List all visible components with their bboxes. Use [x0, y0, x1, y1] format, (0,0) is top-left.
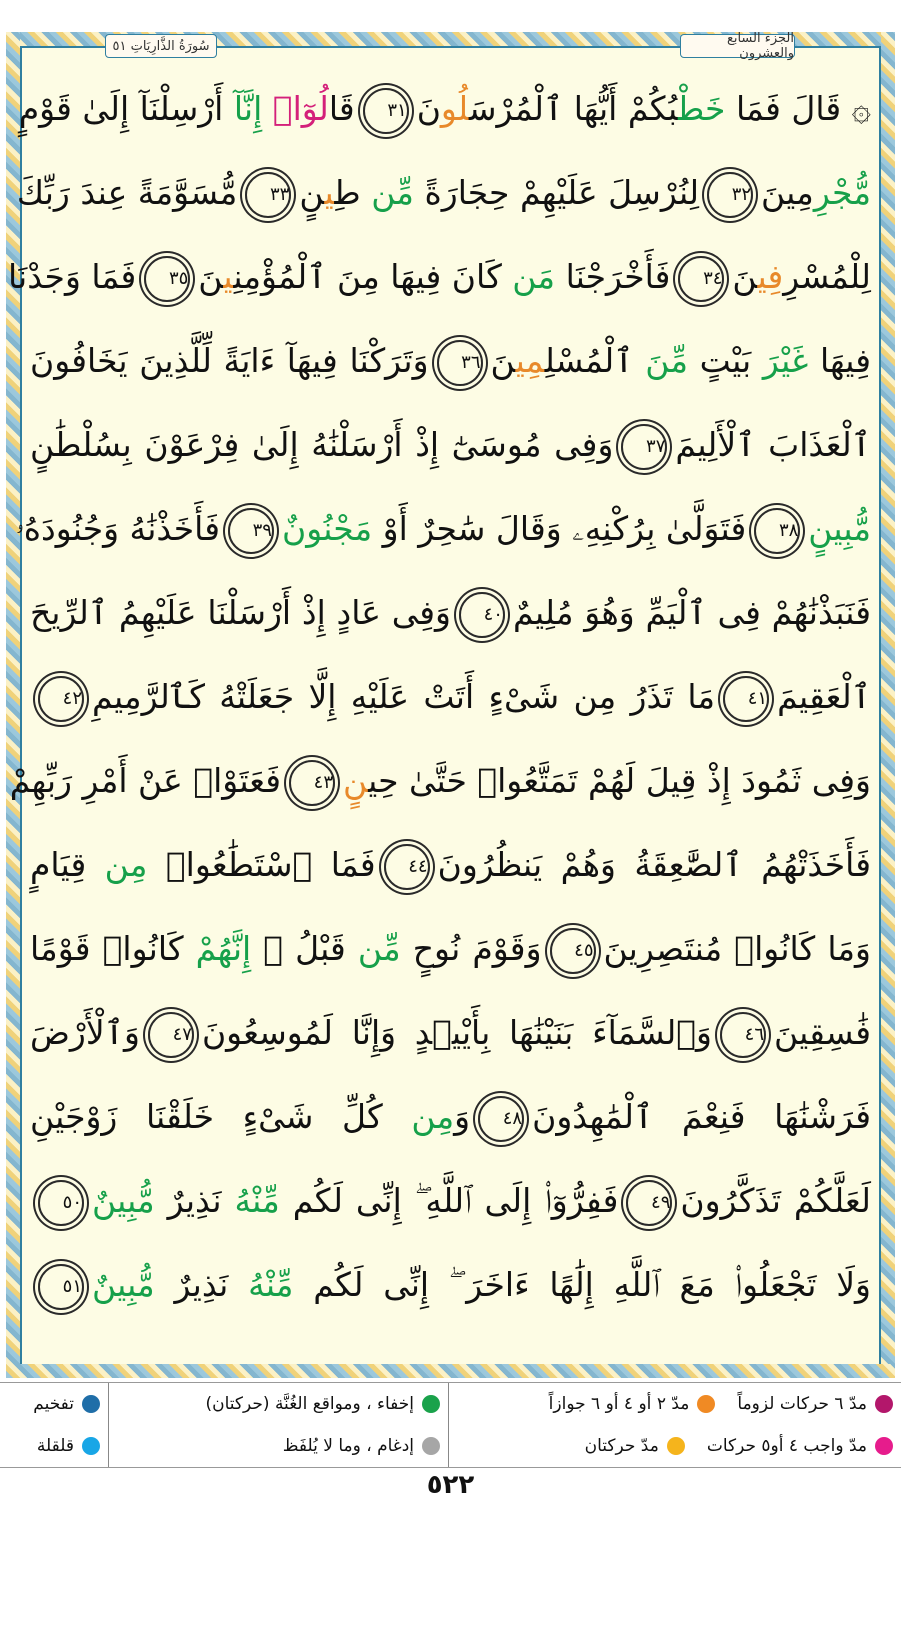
verse-text: مِن	[411, 1097, 455, 1136]
verse-text: مِّن	[371, 173, 414, 212]
verse-text: فَأَخَذْنَٰهُ وَجُنُودَهُۥ	[15, 509, 220, 548]
verse-text: أَرْسِلْنَآ إِلَىٰ قَوْمٍ	[18, 89, 234, 128]
verse-text: طِ	[334, 173, 372, 212]
tajweed-legend	[0, 1382, 901, 1468]
verse-text: قَا	[328, 89, 355, 128]
verse-text	[262, 89, 273, 128]
verse-text: مُّبِينٌ	[92, 1181, 155, 1220]
legend-col-madd	[448, 1383, 901, 1467]
legend-dot-icon	[875, 1437, 893, 1455]
verse-text: فِيهَا	[808, 341, 871, 380]
verse-text: فَمَا ٱسْتَطَٰعُوا۟	[147, 845, 376, 884]
frame-border-right	[881, 32, 895, 1378]
verse-text: فَمَا وَجَدْنَا	[7, 257, 137, 296]
verse-text: نَ	[416, 89, 441, 128]
verse-line	[30, 410, 871, 480]
verse-text: مُّجْرِ	[813, 173, 871, 212]
legend-label: إخفاء ، ومواقع الغُنَّة (حركتان)	[205, 1394, 414, 1414]
verse-number-marker: ٣٩	[228, 508, 274, 554]
verse-text: فَعَتَوْا۟ عَنْ أَمْرِ رَبِّهِمْ	[9, 761, 282, 800]
verse-text: وَلَا تَجْعَلُوا۟ مَعَ ٱللَّهِ إِلَٰهًا ءَاخَرَ ۖ إِنِّى لَكُم	[293, 1265, 871, 1304]
verse-text: نَذِيرٌ	[154, 1181, 235, 1220]
verse-text: مِينَ	[761, 173, 814, 212]
verse-text: فَأَخَذَتْهُمُ ٱلصَّٰعِقَةُ وَهُمْ يَنظُرُونَ	[437, 845, 871, 884]
legend-dot-icon	[697, 1395, 715, 1413]
verse-line	[30, 578, 871, 648]
verse-text: وَفِى عَادٍ إِذْ أَرْسَلْنَا عَلَيْهِمُ ٱلرِّيحَ	[30, 593, 451, 632]
frame-border-left	[6, 32, 20, 1378]
verse-line	[7, 242, 871, 312]
verse-text: ي	[324, 173, 335, 212]
legend-col-tafkhim	[0, 1383, 108, 1467]
verse-text: قِيَامٍ	[30, 845, 105, 884]
verse-number-marker: ٣٣	[245, 172, 291, 218]
legend-label: مدّ حركتان	[584, 1436, 659, 1456]
verse-text: فَتَوَلَّىٰ بِرُكْنِهِۦ وَقَالَ سَٰحِرٌ أَوْ	[372, 509, 747, 548]
verse-text: مَن	[512, 257, 556, 296]
verse-text: فِي	[757, 257, 784, 296]
verse-number-marker: ٣١	[363, 88, 409, 134]
verse-number-marker: ٤٩	[626, 1180, 672, 1226]
verse-number-marker: ٣٥	[144, 256, 190, 302]
verse-text: مِّنْهُ	[234, 1181, 280, 1220]
verse-text: وَتَرَكْنَا فِيهَآ ءَايَةً لِّلَّذِينَ يَخَافُونَ	[30, 341, 429, 380]
verse-line	[30, 1082, 871, 1152]
verse-text: لِلْمُسْرِ	[783, 257, 871, 296]
verse-line	[30, 1250, 871, 1320]
frame-border-bottom	[6, 1364, 895, 1378]
verse-number-marker: ٤٦	[720, 1012, 766, 1058]
verse-text: نَ	[198, 257, 224, 296]
verse-number-marker: ٣٦	[437, 340, 483, 386]
verse-line	[30, 914, 871, 984]
verse-number-marker: ٥١	[38, 1264, 84, 1310]
verse-text: وَفِى مُوسَىٰٓ إِذْ أَرْسَلْنَٰهُ إِلَىٰ فِرْعَوْنَ بِسُلْطَٰنٍ	[30, 425, 614, 464]
legend-dot-icon	[82, 1437, 100, 1455]
legend-dot-icon	[422, 1437, 440, 1455]
verse-text: لِنُرْسِلَ عَلَيْهِمْ حِجَارَةً	[413, 173, 700, 212]
verse-text: فَفِرُّوٓا۟ إِلَى ٱللَّهِ ۖ إِنِّى لَكُم	[279, 1181, 619, 1220]
verse-text: مِن	[104, 845, 148, 884]
verse-text: مُّبِينٌ	[92, 1265, 155, 1304]
verse-text: نٍ	[343, 761, 369, 800]
legend-label: مدّ ٦ حركات لزوماً	[737, 1394, 867, 1414]
legend-label: قلقلة	[36, 1436, 74, 1456]
juz-name-tab: الجزء السابع والعشرون	[680, 34, 795, 58]
verse-text: مِي	[515, 341, 545, 380]
verse-text: وَقَوْمَ نُوحٍ	[400, 929, 542, 968]
verse-number-marker: ٤٥	[550, 928, 596, 974]
verse-text: فَٰسِقِينَ	[774, 1013, 871, 1052]
legend-dot-icon	[422, 1395, 440, 1413]
verse-text: بُكُمْ أَيُّهَا ٱلْمُرْسَ	[468, 89, 678, 128]
verse-text: وَٱلسَّمَآءَ بَنَيْنَٰهَا بِأَيْي۟دٍ وَإِنَّا لَمُوسِعُونَ	[201, 1013, 712, 1052]
verse-text: مُّبِينٍ	[808, 509, 871, 548]
legend-label: مدّ ٢ أو ٤ أو ٦ جوازاً	[548, 1394, 690, 1414]
verse-number-marker: ٣٢	[707, 172, 753, 218]
verse-text: لُوٓا۟	[272, 89, 329, 128]
verse-line	[9, 746, 871, 816]
verse-number-marker: ٣٧	[621, 424, 667, 470]
verse-text: وَٱلْأَرْضَ	[30, 1013, 140, 1052]
legend-dot-icon	[875, 1395, 893, 1413]
verse-text: غَيْرَ	[762, 341, 809, 380]
verse-text: لَعَلَّكُمْ تَذَكَّرُونَ	[680, 1181, 871, 1220]
verse-text: لُو	[440, 89, 469, 128]
verse-number-marker: ٤١	[723, 676, 769, 722]
verse-text: فَأَخْرَجْنَا	[555, 257, 671, 296]
legend-dot-icon	[667, 1437, 685, 1455]
legend-label: إدغام ، وما لا يُلفَظ	[282, 1436, 414, 1456]
verse-text: بَيْتٍ	[688, 341, 763, 380]
verse-number-marker: ٤٣	[289, 760, 335, 806]
verse-number-marker: ٤٢	[38, 676, 84, 722]
surah-name-tab: سُورَةُ الذَّارِيَاتِ ٥١	[105, 34, 217, 58]
legend-dot-icon	[82, 1395, 100, 1413]
verse-text: فَنَبَذْنَٰهُمْ فِى ٱلْيَمِّ وَهُوَ مُلِيمٌ	[512, 593, 871, 632]
verse-text: ۞ قَالَ فَمَا	[725, 89, 871, 128]
verse-text: ٱلْعَذَابَ ٱلْأَلِيمَ	[675, 425, 871, 464]
verse-number-marker: ٤٠	[459, 592, 505, 638]
page-number: ٥٢٢	[426, 1470, 475, 1500]
verse-number-marker: ٤٤	[384, 844, 430, 890]
verse-number-marker: ٤٧	[148, 1012, 194, 1058]
verse-text: نَ	[490, 341, 516, 380]
verse-number-marker: ٤٨	[478, 1096, 524, 1142]
verse-text: مِّنَ	[645, 341, 688, 380]
verse-text: ٱلْعَقِيمَ	[777, 677, 871, 716]
verse-text: قَبْلُ ۖ	[251, 929, 358, 968]
verse-line	[30, 662, 871, 732]
verse-text: وَ	[454, 1097, 471, 1136]
verse-text: نَ	[732, 257, 758, 296]
verse-line	[30, 326, 871, 396]
verse-text: وَفِى ثَمُودَ إِذْ قِيلَ لَهُمْ تَمَتَّعُوا۟ حَتَّىٰ حِي	[368, 761, 871, 800]
verse-number-marker: ٣٨	[754, 508, 800, 554]
verse-text: ٱلْمُسْلِ	[544, 341, 646, 380]
legend-col-ghunna	[108, 1383, 448, 1467]
legend-label: تفخيم	[33, 1394, 74, 1414]
verse-text: مِّنْهُ	[248, 1265, 294, 1304]
verse-line	[30, 1166, 871, 1236]
verse-text: إِنَّآ	[233, 89, 263, 128]
verse-text: فَرَشْنَٰهَا فَنِعْمَ ٱلْمَٰهِدُونَ	[532, 1097, 872, 1136]
verse-text: ي	[223, 257, 234, 296]
verse-text: نَذِيرٌ	[154, 1265, 249, 1304]
verse-line	[18, 74, 871, 144]
verse-line	[16, 158, 871, 228]
verse-text: مَجْنُونٌ	[281, 509, 373, 548]
verse-line	[15, 494, 871, 564]
verse-text: مَا تَذَرُ مِن شَىْءٍ أَتَتْ عَلَيْهِ إِلَّا جَعَلَتْهُ كَٱلرَّمِيمِ	[92, 677, 716, 716]
verse-text: خَطْ	[677, 89, 726, 128]
verse-text: مُّسَوَّمَةً عِندَ رَبِّكَ	[16, 173, 238, 212]
legend-label: مدّ واجب ٤ أو٥ حركات	[706, 1436, 867, 1456]
verse-text: كَانُوا۟ قَوْمًا	[30, 929, 196, 968]
verse-number-marker: ٣٤	[678, 256, 724, 302]
verse-text: نٍ	[299, 173, 325, 212]
verse-line	[30, 998, 871, 1068]
verse-text: كَانَ فِيهَا مِنَ ٱلْمُؤْمِنِ	[233, 257, 513, 296]
verse-text: مِّن	[357, 929, 401, 968]
verse-text: كُلِّ شَىْءٍ خَلَقْنَا زَوْجَيْنِ	[30, 1097, 412, 1136]
verse-text: إِنَّهُمْ	[195, 929, 252, 968]
verse-line	[30, 830, 871, 900]
verse-text: وَمَا كَانُوا۟ مُنتَصِرِينَ	[603, 929, 871, 968]
verse-number-marker: ٥٠	[38, 1180, 84, 1226]
